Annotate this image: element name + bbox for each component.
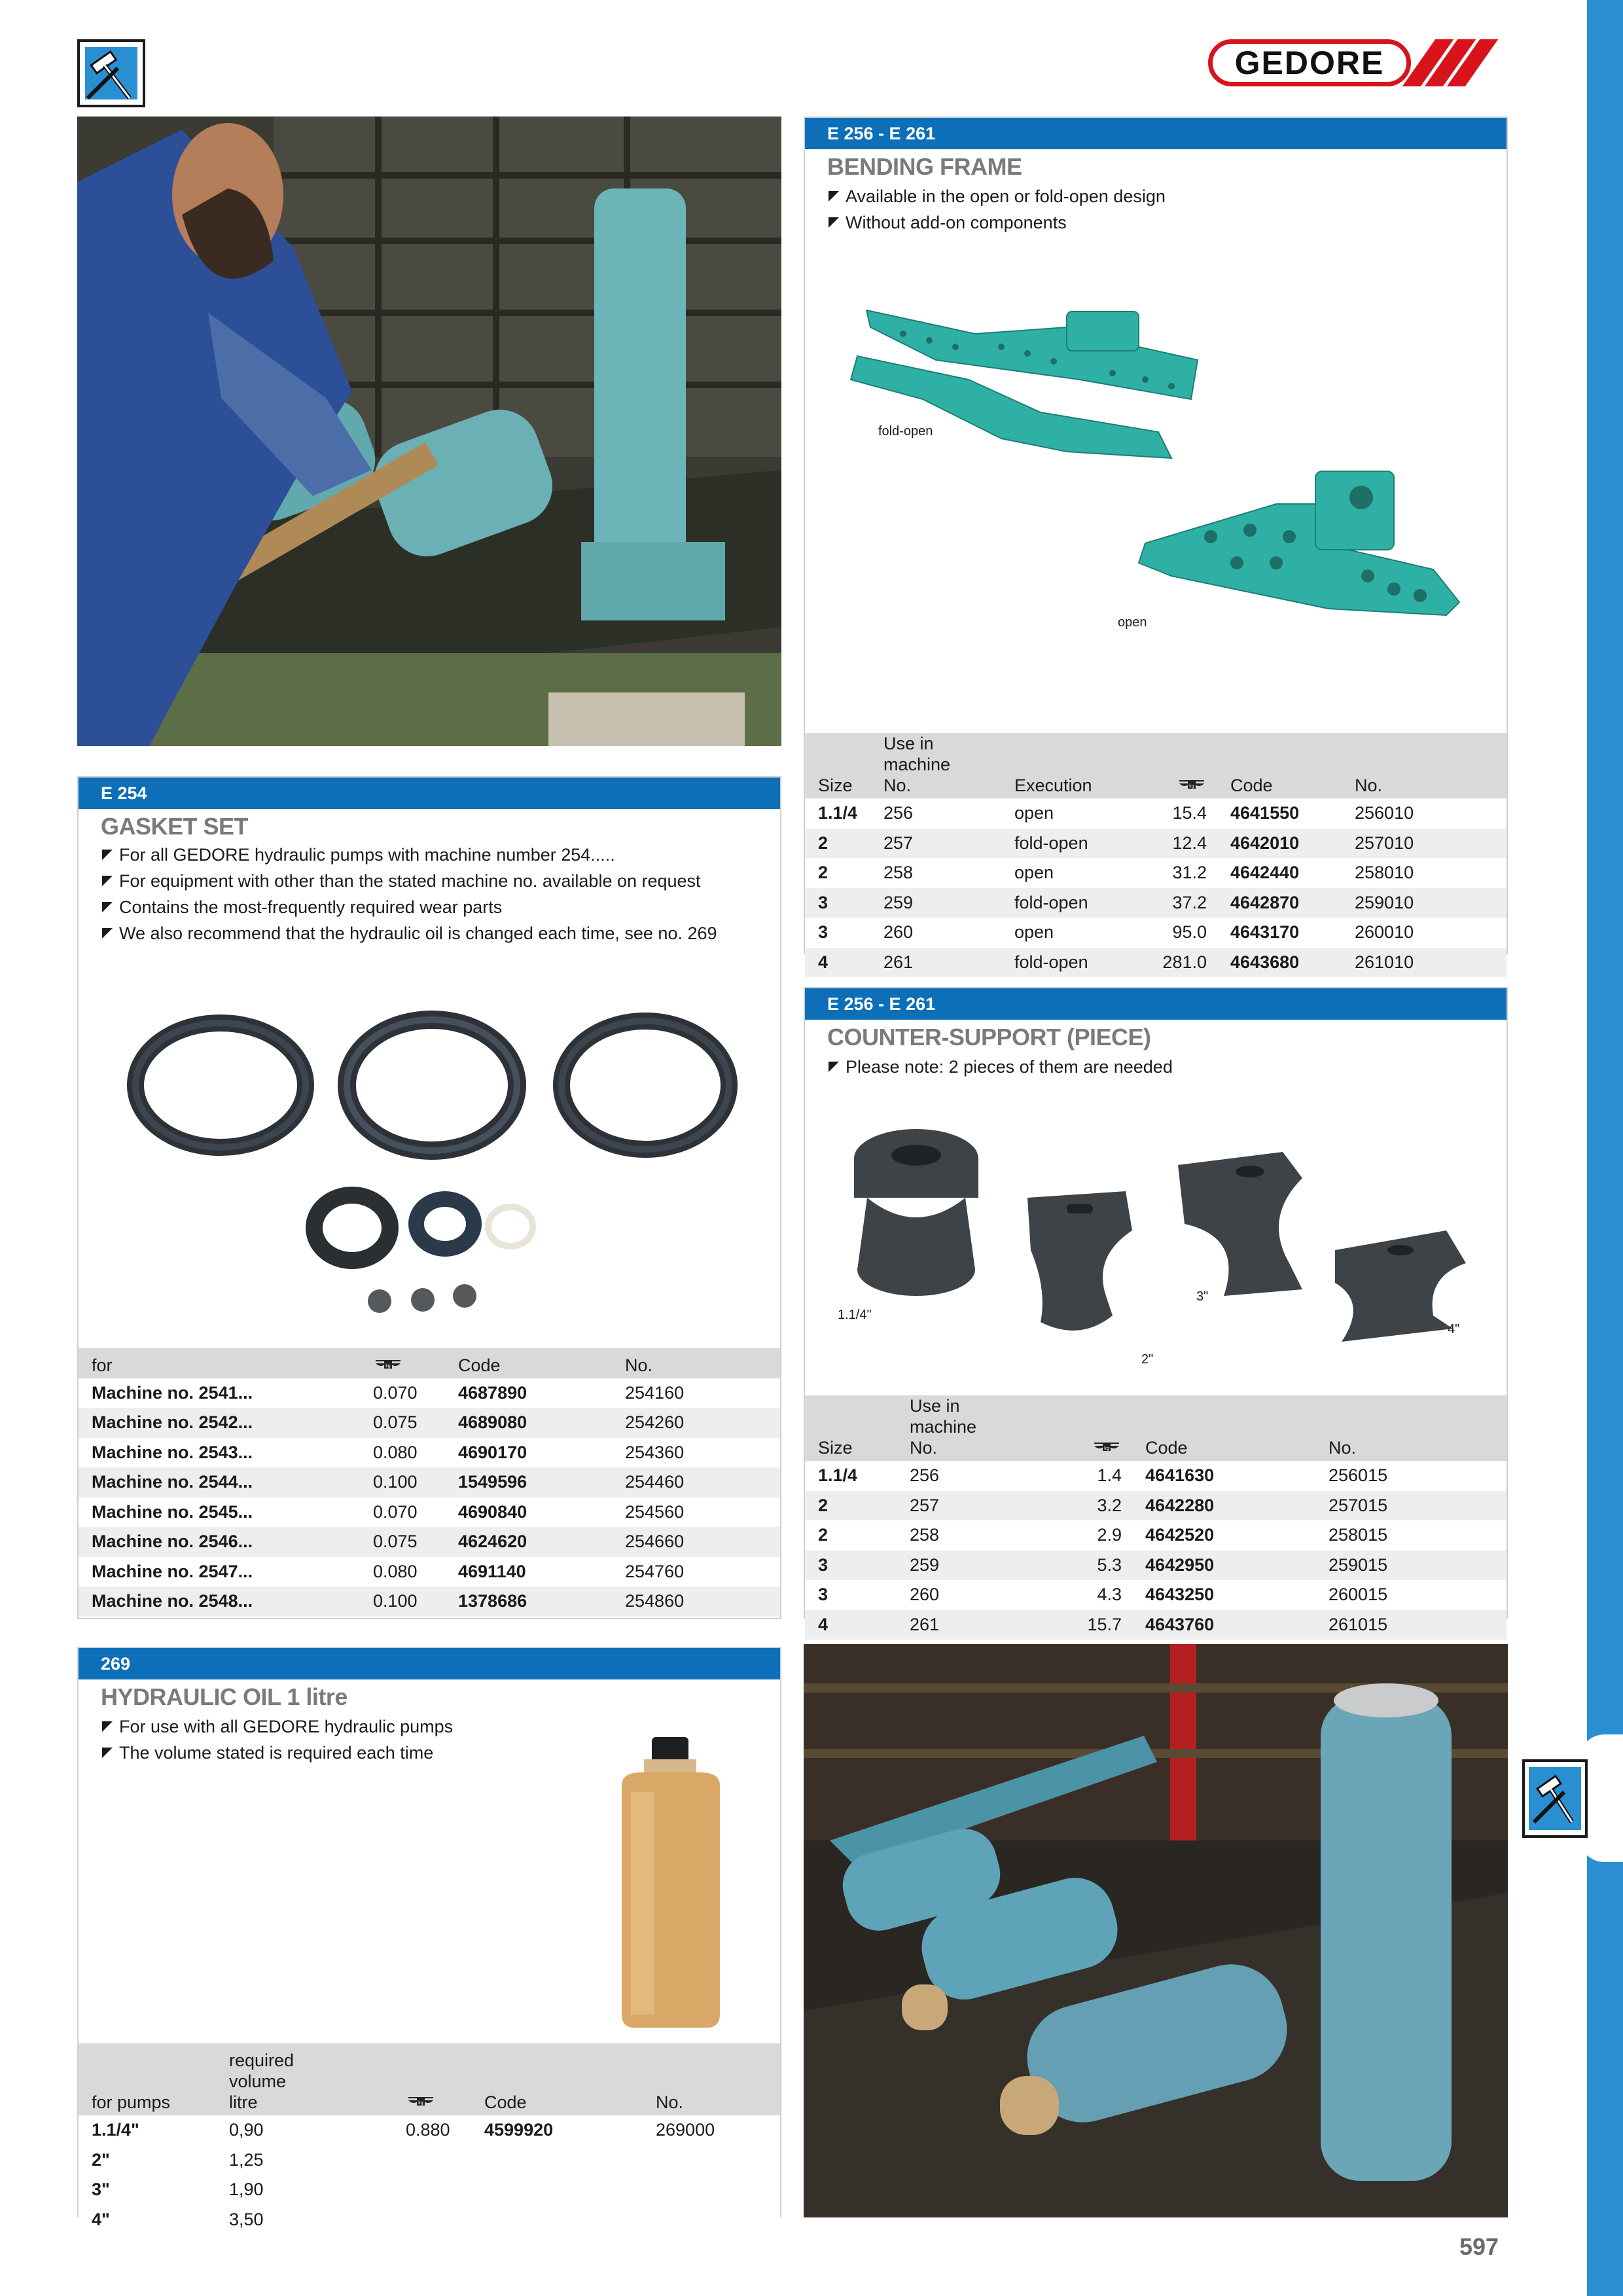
bullet-item: For all GEDORE hydraulic pumps with machine number 254..... <box>101 842 717 868</box>
bending-frame-table <box>805 733 1507 977</box>
gasket-set-table <box>79 1348 780 1617</box>
bullet-item: For use with all GEDORE hydraulic pumps <box>101 1713 453 1740</box>
col-weight <box>1027 1395 1132 1461</box>
hydraulic-oil-panel <box>77 1647 781 2229</box>
gasket-set-title: GASKET SET <box>101 813 249 840</box>
table-row: Machine no. 2547... 0.080 4691140 254760 <box>92 1561 685 1581</box>
counter-support-table <box>805 1395 1507 1640</box>
fold-open-label: fold-open <box>878 424 933 439</box>
open-label: open <box>1118 615 1147 630</box>
workshop-photo-mechanic <box>77 117 781 746</box>
table-row: Machine no. 2548... 0.100 1378686 254860 <box>79 1587 780 1617</box>
bullet-item: For equipment with other than the stated machine no. available on request <box>101 868 717 894</box>
hydraulic-oil-table <box>79 2043 780 2234</box>
counter-support-bullets <box>827 1054 1173 1080</box>
table-row: 3 259 fold-open 37.2 4642870 259010 <box>805 888 1507 918</box>
chapter-logo <box>77 39 145 107</box>
table-row: 2 258 open 31.2 4642440 258010 <box>818 863 1414 883</box>
hydraulic-oil-bullets <box>101 1713 453 1766</box>
counter-support-panel <box>804 987 1508 1634</box>
counter-support-code: E 256 - E 261 <box>805 988 1507 1020</box>
table-row: 2" 1,25 <box>79 2145 780 2176</box>
gasket-set-image <box>79 980 783 1347</box>
col-size: Size <box>805 1395 897 1461</box>
table-row: 3 260 4.3 4643250 260015 <box>818 1585 1388 1605</box>
col-code: Code <box>1217 733 1342 798</box>
col-code: Code <box>1132 1395 1315 1461</box>
table-row: Machine no. 2543... 0.080 4690170 254360 <box>92 1442 685 1462</box>
table-row: Machine no. 2546... 0.075 4624620 254660 <box>79 1527 780 1557</box>
bending-frame-panel <box>804 117 1508 972</box>
col-no: No. <box>612 1348 780 1378</box>
bending-frame-title: BENDING FRAME <box>827 153 1022 180</box>
gasket-set-panel <box>77 776 781 1619</box>
bullet-item: Available in the open or fold-open design <box>827 183 1166 209</box>
bullet-item: Please note: 2 pieces of them are needed <box>827 1054 1173 1080</box>
bending-frame-bullets <box>827 183 1166 236</box>
table-row: Machine no. 2545... 0.070 4690840 254560 <box>92 1501 685 1522</box>
hydraulic-cylinders-photo <box>804 1644 1508 2217</box>
svg-text:kg: kg <box>1104 1446 1109 1451</box>
brand-logo <box>1208 39 1470 86</box>
brand-name: GEDORE <box>1234 45 1385 81</box>
svg-text:kg: kg <box>1189 784 1194 789</box>
table-row: 1.1/4" 0,90 0.880 4599920 269000 <box>92 2120 715 2140</box>
size-label: 4" <box>1448 1322 1460 1336</box>
size-label: 1.1/4" <box>838 1308 872 1322</box>
col-no: No. <box>1315 1395 1507 1461</box>
table-row: Machine no. 2541... 0.070 4687890 254160 <box>92 1382 685 1403</box>
scale-weight-icon <box>406 2092 436 2108</box>
col-use-machine: Use in machine No. <box>897 1395 1027 1461</box>
col-code: Code <box>471 2043 643 2115</box>
hydraulic-oil-title: HYDRAULIC OIL 1 litre <box>101 1683 348 1710</box>
col-weight <box>393 2043 471 2115</box>
table-row: 1.1/4 256 1.4 4641630 256015 <box>818 1465 1388 1486</box>
table-row: 1.1/4 256 open 15.4 4641550 256010 <box>818 803 1414 823</box>
svg-text:kg: kg <box>385 1363 391 1369</box>
hammer-tool-icon <box>1525 1762 1585 1835</box>
table-row: 4" 3,50 <box>79 2205 780 2235</box>
oil-bottle-image <box>602 1733 746 2034</box>
bullet-item: We also recommend that the hydraulic oil is changed each time, see no. 269 <box>101 920 717 946</box>
col-pumps: for pumps <box>79 2043 216 2115</box>
col-size: Size <box>805 733 870 798</box>
bullet-item: Without add-on components <box>827 209 1166 236</box>
bending-frame-image <box>805 301 1509 746</box>
chapter-tab[interactable] <box>1522 1759 1588 1838</box>
bullet-item: The volume stated is required each time <box>101 1740 453 1766</box>
table-row: 2 257 3.2 4642280 257015 <box>805 1491 1507 1521</box>
table-row: 3 259 5.3 4642950 259015 <box>805 1551 1507 1581</box>
svg-text:kg: kg <box>418 2101 423 2106</box>
table-row: Machine no. 2542... 0.075 4689080 254260 <box>79 1408 780 1438</box>
page-number: 597 <box>1459 2233 1499 2260</box>
scale-weight-icon <box>373 1355 403 1371</box>
col-for: for <box>79 1348 360 1378</box>
scale-weight-icon <box>1092 1438 1122 1454</box>
col-required-volume: required volume litre <box>216 2043 393 2115</box>
col-no: No. <box>643 2043 780 2115</box>
col-weight <box>1132 733 1217 798</box>
bending-frame-code: E 256 - E 261 <box>805 118 1507 149</box>
col-use-machine: Use in machine No. <box>870 733 1001 798</box>
col-no: No. <box>1342 733 1507 798</box>
table-row: Machine no. 2544... 0.100 1549596 254460 <box>79 1467 780 1498</box>
col-code: Code <box>445 1348 612 1378</box>
table-row: 3 260 open 95.0 4643170 260010 <box>818 922 1414 942</box>
table-row: 4 261 15.7 4643760 261015 <box>805 1610 1507 1640</box>
table-row: 4 261 fold-open 281.0 4643680 261010 <box>805 948 1507 978</box>
table-row: 3" 1,90 <box>92 2179 264 2200</box>
hydraulic-oil-code: 269 <box>79 1648 780 1679</box>
table-row: 2 257 fold-open 12.4 4642010 257010 <box>805 829 1507 859</box>
counter-support-title: COUNTER-SUPPORT (PIECE) <box>827 1024 1151 1050</box>
side-bar <box>1587 0 1623 2296</box>
gasket-set-bullets <box>101 842 717 946</box>
hammer-tool-icon <box>80 42 143 105</box>
col-execution: Execution <box>1001 733 1132 798</box>
col-weight <box>360 1348 445 1378</box>
scale-weight-icon <box>1177 776 1207 791</box>
size-label: 3" <box>1196 1289 1209 1304</box>
counter-support-image <box>805 1119 1509 1394</box>
gasket-set-code: E 254 <box>79 778 780 809</box>
size-label: 2" <box>1141 1352 1154 1367</box>
bullet-item: Contains the most-frequently required wear parts <box>101 894 717 920</box>
table-row: 2 258 2.9 4642520 258015 <box>818 1525 1388 1545</box>
